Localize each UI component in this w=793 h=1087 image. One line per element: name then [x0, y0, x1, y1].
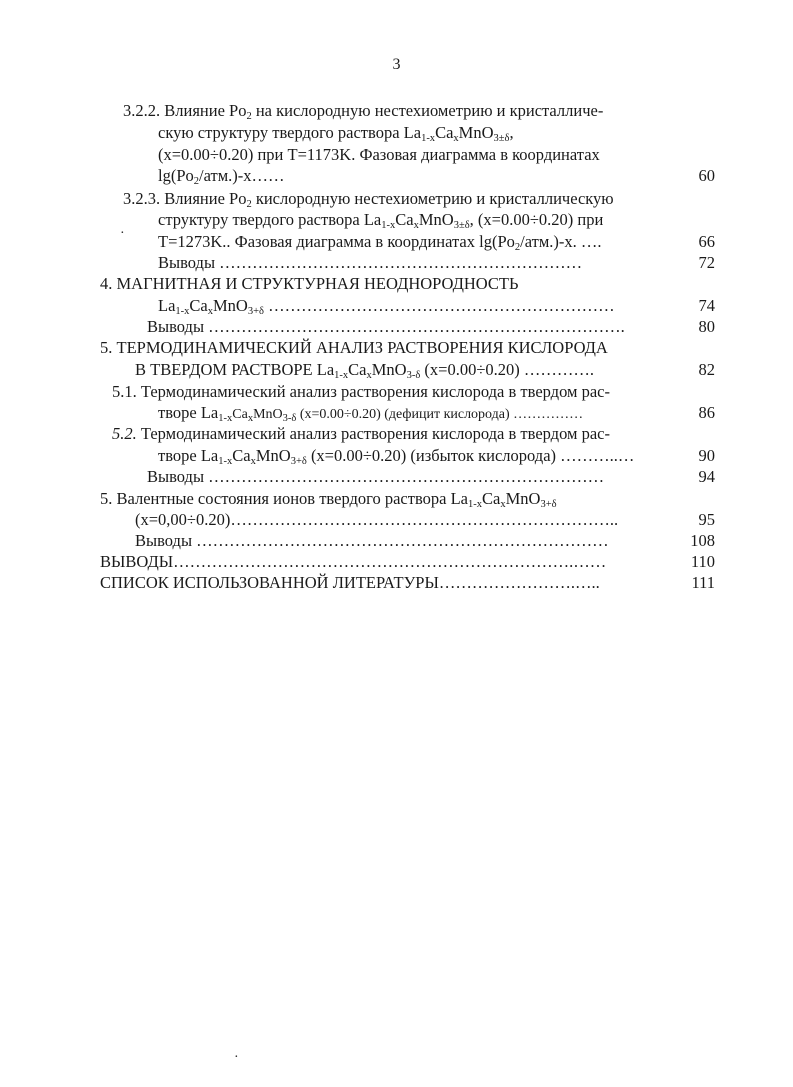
toc-line: СПИСОК ИСПОЛЬЗОВАННОЙ ЛИТЕРАТУРЫ…………………….…..: [100, 573, 600, 592]
page-ref: 110: [690, 552, 715, 571]
toc-line: структуру твердого раствора $La_{1-x}Ca_xMnO_{3\pm\delta}$, (x=0.00÷0.20) при: [158, 210, 604, 231]
toc-line: $La_{1-x}Ca_xMnO_{3+\delta}$ ………………………………………………………: [158, 296, 615, 317]
page-ref: 60: [698, 166, 715, 185]
page-ref: 74: [698, 296, 715, 315]
toc-line: 5. ТЕРМОДИНАМИЧЕСКИЙ АНАЛИЗ РАСТВОРЕНИЯ КИСЛОРОДА: [100, 338, 608, 357]
toc-line: $\lg(Po_2/атм.)-x\dots\dots$: [158, 166, 285, 187]
page-ref: 90: [698, 446, 715, 465]
toc-line: (x=0.00÷0.20) при T=1173K. Фазовая диаграмма в координатах: [158, 145, 600, 164]
toc-line: 4. МАГНИТНАЯ И СТРУКТУРНАЯ НЕОДНОРОДНОСТЬ: [100, 274, 519, 293]
toc-line: 5.1. Термодинамический анализ растворения кислорода в твердом рас-: [112, 382, 610, 401]
page-number: 3: [392, 56, 401, 73]
toc-line: 5. Валентные состояния ионов твердого раствора $La_{1-x}Ca_xMnO_{3+\delta}$: [100, 489, 557, 510]
toc-line: 3.2.3. Влияние $Po_2$ кислородную нестехиометрию и кристаллическую: [123, 189, 614, 210]
page-ref: 80: [698, 317, 715, 336]
toc-line: Выводы …………………………………………………………………: [135, 531, 609, 550]
toc-line: творе $La_{1-x}Ca_xMnO_{3+\delta}$ (x=0.00÷0.20) (избыток кислорода) ………..…: [158, 446, 635, 467]
toc-line: ВЫВОДЫ……………………………………………………………….……: [100, 552, 607, 571]
toc-line: скую структуру твердого раствора $La_{1-x}Ca_xMnO_{3\pm\delta}$,: [158, 123, 514, 144]
toc-line: В ТВЕРДОМ РАСТВОРЕ $La_{1-x}Ca_xMnO_{3-\delta}$ (x=0.00÷0.20) ………….: [135, 360, 595, 381]
toc-line: Выводы ………………………………………………………………….: [147, 317, 625, 336]
page-ref: 82: [698, 360, 715, 379]
toc-line: 3.2.2. Влияние $Po_2$ на кислородную нестехиометрию и кристалличе-: [123, 101, 604, 122]
scan-speck: ·: [120, 226, 125, 241]
page-ref: 86: [698, 403, 715, 422]
page-ref: 111: [691, 573, 715, 592]
toc-line: Выводы …………………………………………………………: [158, 253, 583, 272]
page-ref: 95: [698, 510, 715, 529]
toc-line: творе $La_{1-x}Ca_xMnO_{3-\delta}$ (x=0.00÷0.20) (дефицит кислорода) ……………: [158, 403, 584, 424]
scan-speck: ·: [234, 1050, 239, 1065]
toc-line: Выводы ………………………………………………………………: [147, 467, 605, 486]
toc-line: (x=0,00÷0.20)……………………………………………………………..: [135, 510, 619, 529]
page-ref: 72: [698, 253, 715, 272]
page-ref: 66: [698, 232, 715, 251]
toc-line: T=1273K.. Фазовая диаграмма в координатах $\lg(Po_2/атм.)-x$. ….: [158, 232, 602, 253]
page-ref: 94: [698, 467, 715, 486]
toc-line: 5.2. Термодинамический анализ растворения кислорода в твердом рас-: [112, 424, 610, 443]
page-ref: 108: [690, 531, 715, 550]
